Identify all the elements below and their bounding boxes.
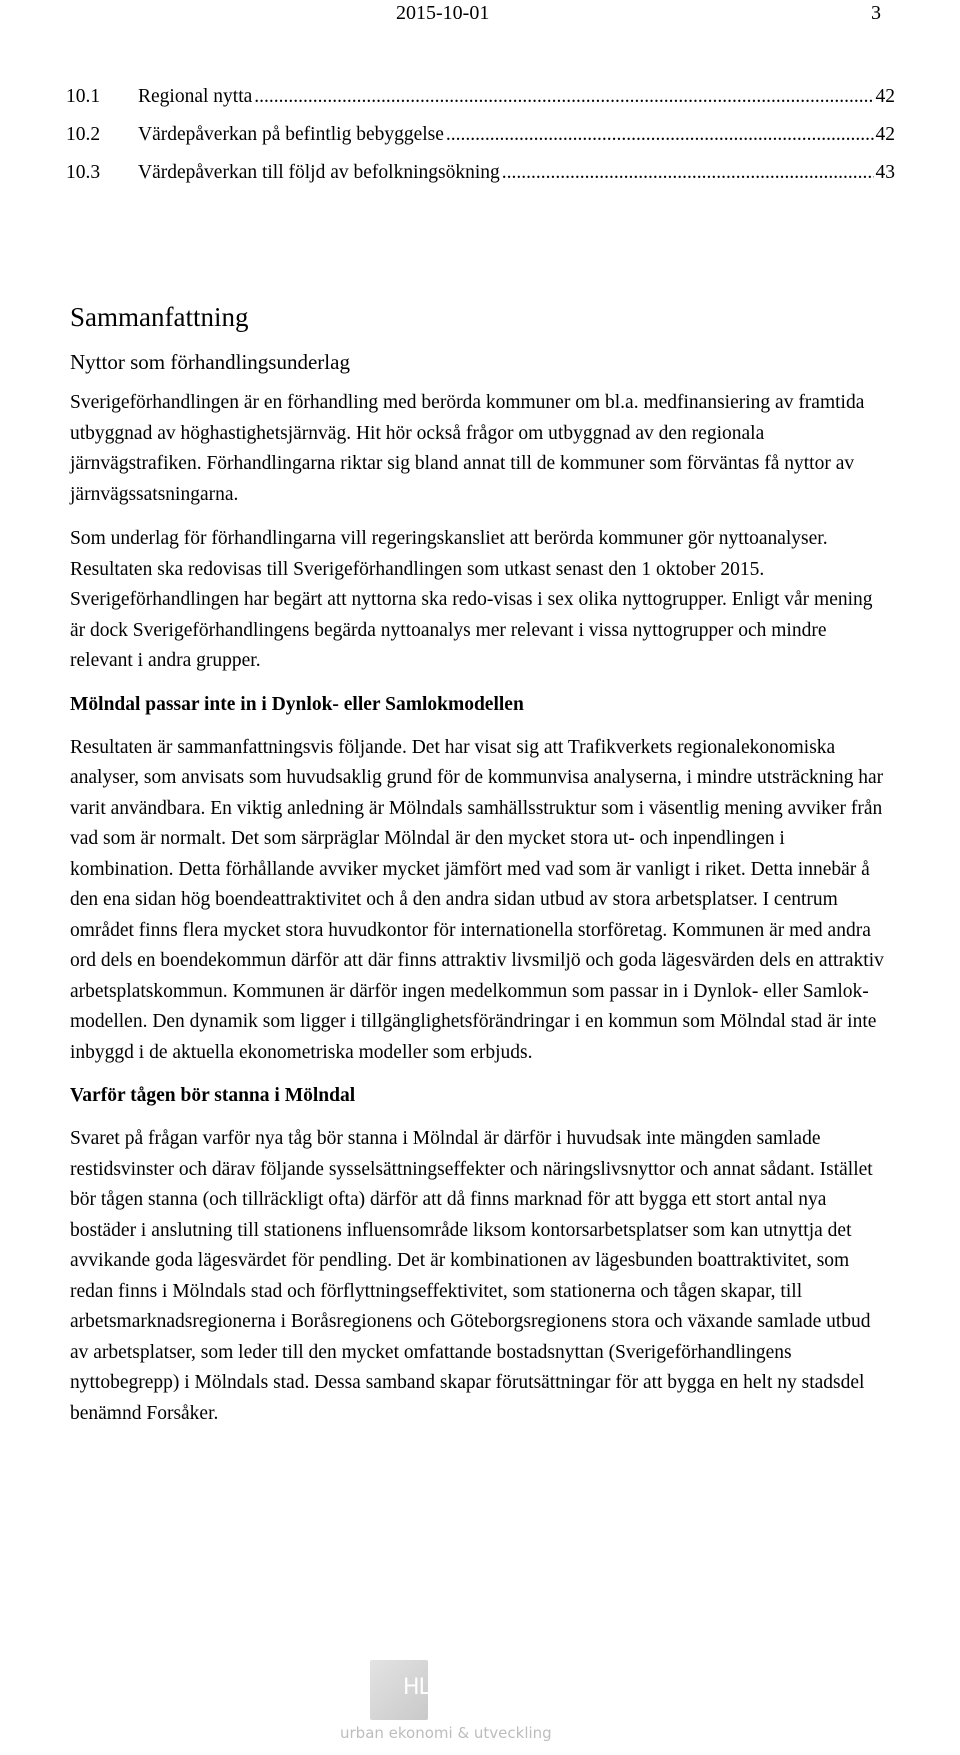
company-logo [340, 1660, 552, 1750]
logo-text: HLM [403, 1675, 448, 1700]
document-body [70, 300, 892, 1443]
summary-paragraph-1: Sverigeförhandlingen är en förhandling med berörda kommuner om bl.a. medfinansiering av framtida utbyggnad av höghastighetsjärnväg. Hit hör också frågor om utbyggnad av den regionala järnvägstrafiken. Förhandlingarna riktar sig bland annat till de kommuner som förväntas få nyttor av järnvägssatsningarna. [70, 392, 865, 505]
toc-leader-dots [254, 86, 873, 108]
toc-entry-title: Regional nytta [138, 86, 253, 107]
toc-entry-page: 43 [875, 162, 895, 183]
toc-entry[interactable] [66, 162, 895, 200]
toc-entry-title: Värdepåverkan till följd av befolkningsökning [138, 162, 500, 183]
summary-subtitle: Nyttor som förhandlingsunderlag [70, 350, 350, 374]
logo-subtitle: urban ekonomi & utveckling [340, 1724, 552, 1742]
table-of-contents [66, 86, 895, 200]
toc-entry-number: 10.3 [66, 162, 101, 183]
toc-entry-title: Värdepåverkan på befintlig bebyggelse [138, 124, 444, 145]
header-page-number: 3 [871, 2, 881, 24]
toc-entry-number: 10.2 [66, 124, 101, 145]
section-heading-molndal-model: Mölndal passar inte in i Dynlok- eller Samlokmodellen [70, 693, 524, 715]
summary-title: Sammanfattning [70, 302, 249, 332]
toc-entry-page: 42 [875, 86, 895, 107]
section-heading-trains-stop: Varför tågen bör stanna i Mölndal [70, 1085, 356, 1106]
logo-mark [370, 1660, 448, 1720]
summary-paragraph-2: Som underlag för förhandlingarna vill regeringskansliet att berörda kommuner gör nyttoanalyser. Resultaten ska redovisas till Sverigeförhandlingen som utkast senast den 1 oktober 2015. Sverigeförhandlingen har begärt att nyttorna ska redo-visas i sex olika nyttogrupper. Enligt vår mening är dock Sverigeförhandlingens begärda nyttoanalys mer relevant i vissa nyttogrupper och mindre relevant i andra grupper. [70, 528, 873, 671]
toc-entry-page: 42 [875, 124, 895, 145]
toc-leader-dots [502, 162, 874, 184]
toc-entry-number: 10.1 [66, 86, 101, 107]
section-trains-stop-paragraph: Svaret på frågan varför nya tåg bör stanna i Mölndal är därför i huvudsak inte mängden samlade restidsvinster och därav följande sysselsättningseffekter och näringslivsnyttor och annat sådant. Istället bör tågen stanna (och tillräckligt ofta) därför att då finns marknad för att bygga ett stort antal nya bostäder i anslutning till stationens influensområde liksom kontorsarbetsplatser som kan utnyttja det avvikande goda lägesvärdet för pendling. Det är kombinationen av lägesbunden boattraktivitet, som redan finns i Mölndals stad och förflyttningseffektivitet, som stationerna och tågen skapar, till arbetsmarknadsregionerna i Boråsregionens och Göteborgsregionens stora och växande samlade utbud av arbetsplatser, som leder till den mycket omfattande bostadsnyttan (Sverigeförhandlingens nyttobegrepp) i Mölndals stad. Dessa samband skapar förutsättningar för att bygga en helt ny stadsdel benämnd Forsåker. [70, 1128, 873, 1424]
toc-entry[interactable] [66, 124, 895, 162]
toc-leader-dots [446, 124, 874, 146]
section-molndal-model-paragraph: Resultaten är sammanfattningsvis följande. Det har visat sig att Trafikverkets regionalekonomiska analyser, som anvisats som huvudsaklig grund för de kommunvisa analyserna, i mindre utsträckning har varit användbara. En viktig anledning är Mölndals samhällsstruktur som i väsentlig mening avviker från vad som är normalt. Det som särpräglar Mölndal är den mycket stora ut- och inpendlingen i kombination. Detta förhållande avviker mycket jämfört med vad som är vanligt i riket. Detta innebär å den ena sidan hög boendeattraktivitet och å den andra sidan utbud av stora arbetsplatser. I centrum området finns flera mycket stora huvudkontor för internationella storföretag. Kommunen är med andra ord dels en boendekommun därför att där finns attraktiv livsmiljö och goda lägesvärden dels en attraktiv arbetsplatskommun. Kommunen är därför ingen medelkommun som passar in i Dynlok- eller Samlok-modellen. Den dynamik som ligger i tillgänglighetsförändringar i en kommun som Mölndal stad är inte inbyggd i de aktuella ekonometriska modeller som erbjuds. [70, 736, 884, 1063]
toc-entry[interactable] [66, 86, 895, 124]
header-date: 2015-10-01 [396, 2, 490, 24]
page-header [0, 0, 960, 40]
